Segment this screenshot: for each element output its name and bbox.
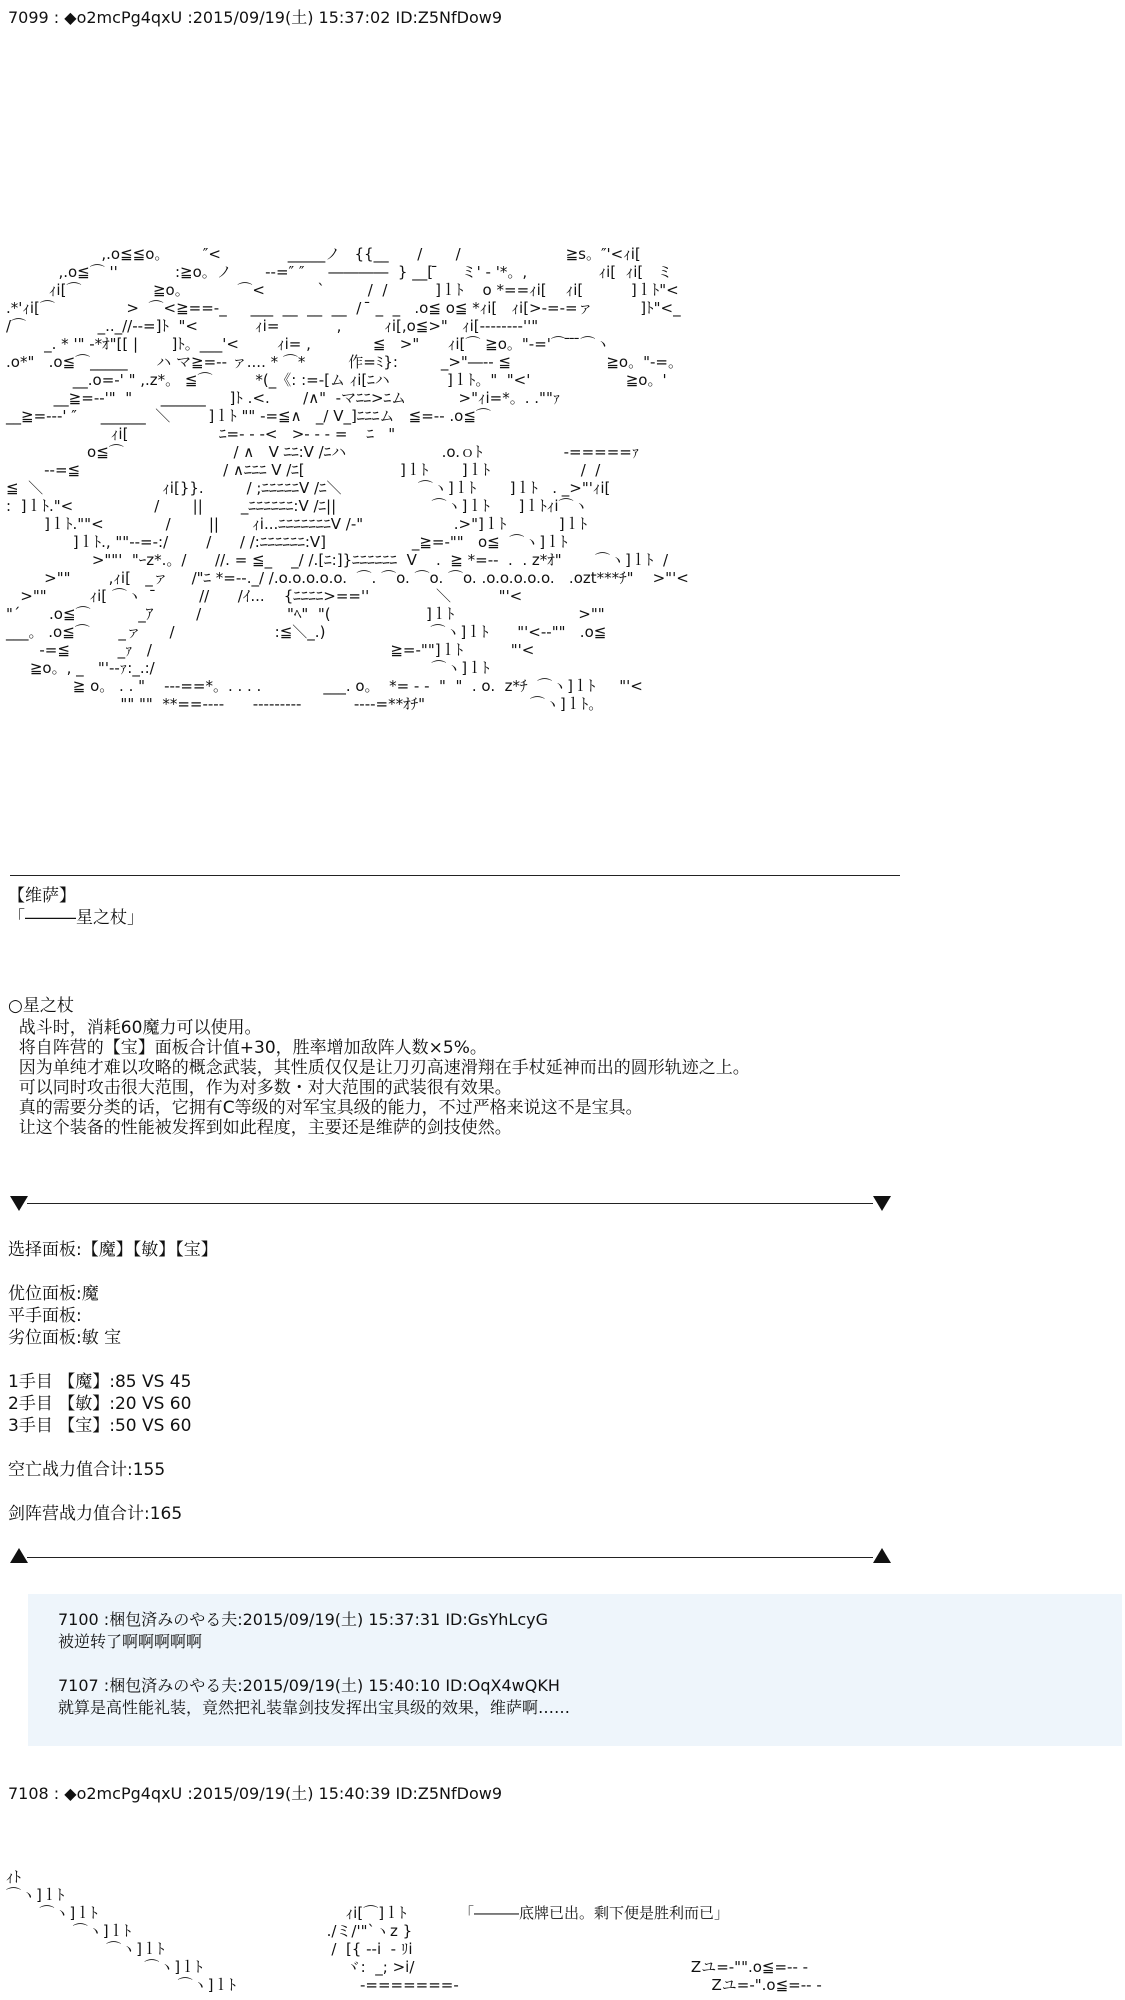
text-line: 可以同时攻击很大范围，作为对多数・对大范围的武装很有效果。 [8,1078,512,1098]
text-line: ,.o≦⌒ '' :≧o。ノ --=″ ″ ―――― } __[ ̄ ミ' - '*。, ｨi[ ｨi[ ミ [6,263,673,281]
text-line: ]ｌﾄ.""< / || ｨi...ﾆﾆﾆﾆﾆﾆﾆV /-" .>"]ｌﾄ ]ｌﾄ [6,515,588,533]
ascii-art [6,245,689,713]
text-line: __.o=-' " ,.z*。 ≦⌒ *(_《: :=-[ム ｨi[ﾆハ ]ｌﾄ。" "<' ≧o。' [6,371,667,389]
text-line: __≧=-‐'" " ______ ]ﾄ .<. /∧" -マﾆﾆ>ﾆム >"ｨi=*。. .""ｧ [6,389,561,407]
text-line: ]ｌﾄ., ""-‐=-:/ / / /:ﾆﾆﾆﾆﾆﾆ:V] _≧=-"" o≦ ⌒ヽ]ｌﾄ [6,533,568,551]
post-header: 7108 : ◆o2mcPg4qxU :2015/09/19(土) 15:40:39 ID:Z5NfDow9 [8,1784,503,1803]
item-description [8,1018,750,1138]
text-line: ｨi[⌒ ≧o。 ⌒< ` / / ]ｌﾄ o *==ｨi[ ｨi[ ]ｌﾄ"< [6,281,679,299]
rule-start-triangle [10,1196,28,1211]
panel-rule-bottom [27,1557,873,1558]
reply-body: 被逆转了啊啊啊啊啊 [58,1632,203,1651]
total-enemy: 空亡战力值合计:155 [8,1460,166,1480]
text-line: -‐=≦ / ∧ﾆﾆﾆ V /ﾆ[ ]ｌﾄ ]ｌﾄ / / [6,461,601,479]
reply-header: 7100 :梱包済みのやる夫:2015/09/19(土) 15:37:31 ID:GsYhLcyG [58,1610,548,1629]
text-line: 因为单纯才难以攻略的概念武装，其性质仅仅是让刀刃高速滑翔在手杖延神而出的圆形轨迹之上。 [8,1058,750,1078]
text-line: ≧ o。 . . " ---==*。. . . . ___. o。 *= - - " " . o. z*ﾁ ⌒ヽ]ｌﾄ "'< [6,677,643,695]
text-line: _. * '" -*ｵ"[[ | ]ﾄ。___'< ｨi= , ≦ >" ｨi[⌒ ≧o。"-='⌒ ̄ ̄ ̄⌒ヽ [6,335,611,353]
text-line: ≧o。, _ "'--ｧ:_.:/ ⌒ヽ]ｌﾄ [6,659,490,677]
rule-end-triangle [873,1196,891,1211]
text-line: 让这个装备的性能被发挥到如此程度，主要还是维萨的剑技使然。 [8,1118,512,1138]
post-header: 7099 : ◆o2mcPg4qxU :2015/09/19(土) 15:37:02 ID:Z5NfDow9 [8,8,503,27]
text-line: ｨi[ ﾆ=- - -< >- - - = ﾆ " [6,425,396,443]
text-line: 战斗时，消耗60魔力可以使用。 [8,1018,262,1038]
panel-select: 选择面板:【魔】【敏】【宝】 [8,1240,218,1260]
round-2: 2手目 【敏】:20 VS 60 [8,1394,192,1414]
text-line: >"" ｨi[ ⌒ヽ ̄ // /ｲ... {ﾆﾆﾆﾆ>=='' ＼ "'< [6,587,523,605]
text-line: "´ .o≦⌒ _ｱ / "ﾍ" "( ]ｌﾄ >"" [6,605,605,623]
text-line: ⌒ヽ]ｌﾄ [6,1886,65,1904]
text-line: "" "" **==---- --------- ----=**ｵﾁ" ⌒ヽ]ｌﾄ。 [6,695,604,713]
text-line: >""' "ｰz*.。/ //. = ≦_ _/ /.[ﾆ:]}ﾆﾆﾆﾆﾆﾆ V . ≧ *=‐- . . z*ｵ" ⌒ヽ]ｌﾄ / [6,551,668,569]
round-3: 3手目 【宝】:50 VS 60 [8,1416,192,1436]
text-line: ⌒ヽ]ｌﾄ / [{ --i - ﾘi [6,1940,413,1958]
reply-body: 就算是高性能礼装，竟然把礼装靠剑技发挥出宝具级的效果，维萨啊…… [58,1698,571,1717]
text-line: ⌒ヽ]ｌﾄ ヾ: _; >i/ Zユ=-"".o≦=-- - [6,1958,809,1976]
text-line: ,.o≦≦o。 ″< _____ノ {{__ / / ≧s。″'<ｨi[ [6,245,641,263]
quote-line: 「―――星之杖」 [8,908,144,928]
text-line: >"" ,ｨi[ _ァ /"ﾆ *=--._/ /.o.o.o.o.o. ⌒. ⌒o. ⌒o. ⌒o. .o.o.o.o.o. .ozt***ﾁ" >"'< [6,569,689,587]
text-line: : ]ｌﾄ."< / || _ﾆﾆﾆﾆﾆﾆ:V /ﾆ|| ⌒ヽ]ｌﾄ ]ｌﾄｨi⌒ヽ [6,497,589,515]
rule-end-triangle [873,1548,891,1563]
panel-rule-top [27,1203,873,1204]
text-line: 将自阵营的【宝】面板合计值+30，胜率增加敌阵人数×5%。 [8,1038,487,1058]
text-line: ⌒ヽ]ｌﾄ ./ミ/'"`ヽz } [6,1922,413,1940]
text-line: .o*" .o≦⌒_____ ハ マ≧=-- ァ.... * ⌒* 作=ﾐ}: _>"―-- ≦ ≧o。"-=。 [6,353,683,371]
total-ally: 剑阵营战力值合计:165 [8,1504,183,1524]
text-line: .*'ｨi[⌒ > ⌒<≧==-_ ___ __ __ __ / ̄ _ _ .o≦ o≦ *ｨi[ ｨi[>-=‐=ァ ]ﾄ"<_ [6,299,681,317]
item-title: ○星之杖 [8,996,74,1016]
text-line: /⌒ _.._//--=]ﾄ "< ｨi= , ｨi[,o≦>" ｨi[--------''" [6,317,539,335]
text-line: ≦ ＼ ｨi[}}. / ;ﾆﾆﾆﾆﾆV /ﾆ＼ ⌒ヽ]ｌﾄ ]ｌﾄ . _>"'ｨi[ [6,479,611,497]
text-line: ⌒ヽ]ｌﾄ ｨi[⌒]ｌﾄ 「―――底牌已出。剩下便是胜利而已」 [6,1904,729,1922]
text-line: ⌒ヽ]ｌﾄ -=======- Zユ=-".o≦=-- - [6,1976,822,1994]
panel-advantage: 优位面板:魔 [8,1284,99,1304]
rule-start-triangle [10,1548,28,1563]
round-1: 1手目 【魔】:85 VS 45 [8,1372,192,1392]
text-line: o≦⌒ / ∧ V ﾆﾆ:V /ﾆハ .o.ｏﾄ -=====ｧ [6,443,640,461]
text-line: ___。 .o≦⌒ _ァ / :≦＼_.) ⌒ヽ]ｌﾄ "'<--"" .o≦ [6,623,607,641]
text-line: -=≦ _ｧ / ≧=-""]ｌﾄ "'< [6,641,535,659]
panel-disadvantage: 劣位面板:敏 宝 [8,1328,122,1348]
text-line: __≧=-‐-' ″ ______ ＼ ]ｌﾄ "" -=≦∧ _/ V_]ﾆﾆﾆム ≦=-- .o≦⌒ [6,407,491,425]
reply-header: 7107 :梱包済みのやる夫:2015/09/19(土) 15:40:10 ID:OqX4wQKH [58,1676,560,1695]
panel-even: 平手面板: [8,1306,82,1326]
ascii-art [6,1868,822,1994]
speaker-label: 【维萨】 [8,886,76,906]
separator-line [10,875,900,876]
text-line: ｨﾄ [6,1868,22,1886]
text-line: 真的需要分类的话，它拥有C等级的对军宝具级的能力，不过严格来说这不是宝具。 [8,1098,643,1118]
